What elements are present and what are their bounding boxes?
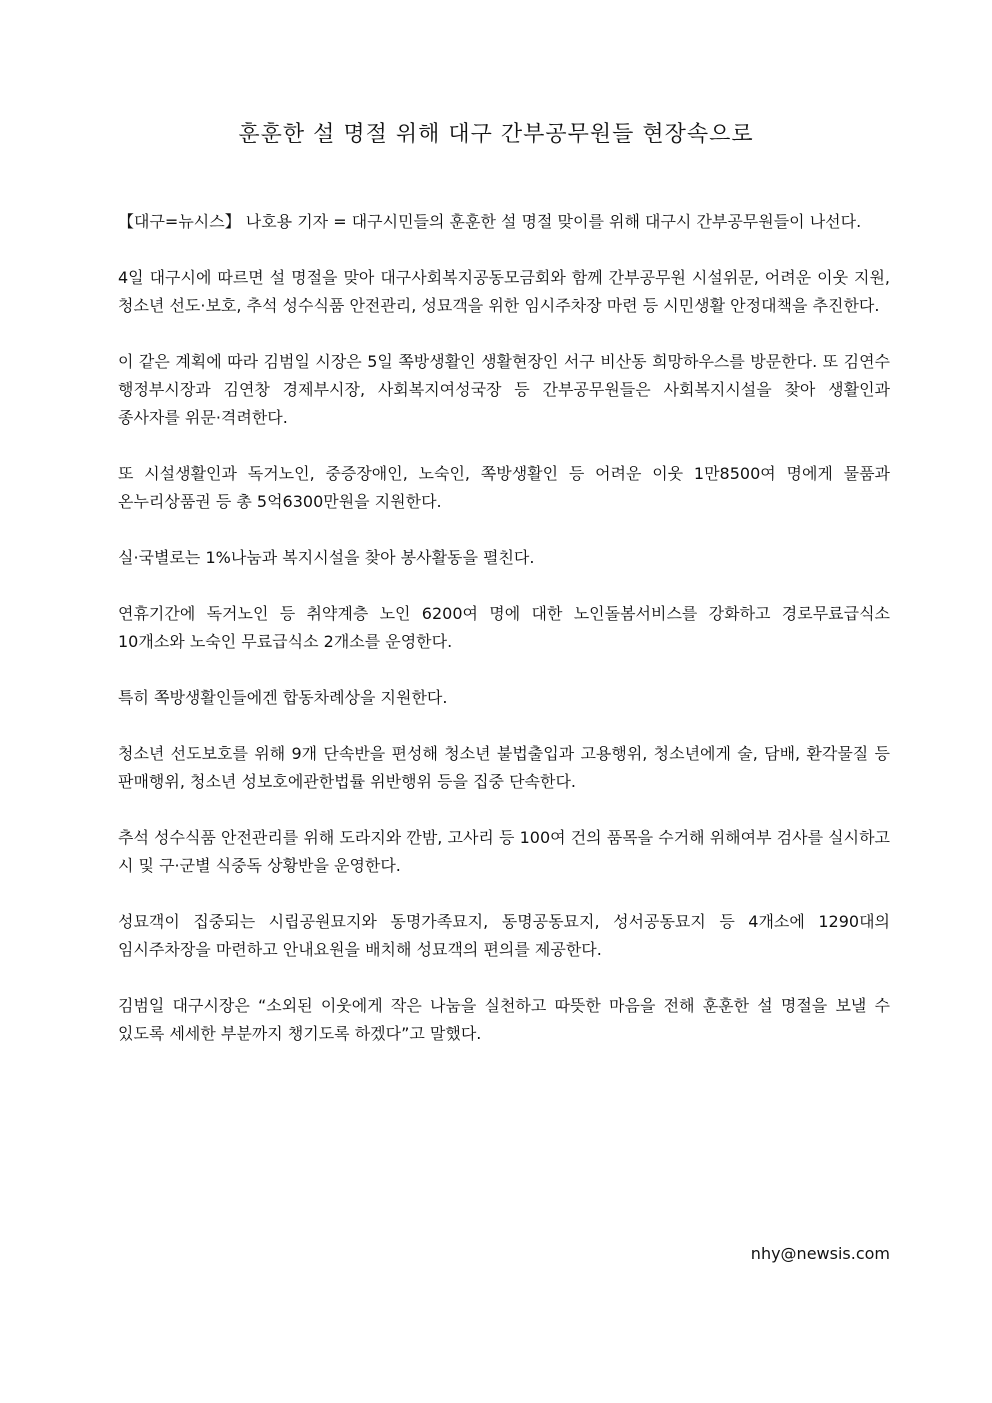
paragraph-9: 추석 성수식품 안전관리를 위해 도라지와 깐밤, 고사리 등 100여 건의 품목을 수거해 위해여부 검사를 실시하고 시 및 구·군별 식중독 상황반을 운영한다. (118, 828, 890, 875)
paragraph-5: 실·국별로는 1%나눔과 복지시설을 찾아 봉사활동을 펼친다. (118, 548, 535, 567)
paragraph-quote: 김범일 대구시장은 “소외된 이웃에게 작은 나눔을 실천하고 따뜻한 마음을 전해 훈훈한 설 명절을 보낼 수 있도록 세세한 부분까지 챙기도록 하겠다”고 말했다. (118, 996, 890, 1043)
paragraph-7: 특히 쪽방생활인들에겐 합동차례상을 지원한다. (118, 688, 448, 707)
paragraph-6: 연휴기간에 독거노인 등 취약계층 노인 6200여 명에 대한 노인돌봄서비스를 강화하고 경로무료급식소 10개소와 노숙인 무료급식소 2개소를 운영한다. (118, 604, 890, 651)
article-title: 훈훈한 설 명절 위해 대구 간부공무원들 현장속으로 (238, 122, 754, 147)
paragraph-2: 4일 대구시에 따르면 설 명절을 맞아 대구사회복지공동모금회와 함께 간부공무원 시설위문, 어려운 이웃 지원, 청소년 선도·보호, 추석 성수식품 안전관리, 성묘객을 위한 임시주차장 마련 등 시민생활 안정대책을 추진한다. (118, 268, 890, 315)
paragraph-4: 또 시설생활인과 독거노인, 중증장애인, 노숙인, 쪽방생활인 등 어려운 이웃 1만8500여 명에게 물품과 온누리상품권 등 총 5억6300만원을 지원한다. (118, 464, 890, 511)
paragraph-lead: 【대구=뉴시스】 나호용 기자 = 대구시민들의 훈훈한 설 명절 맞이를 위해 대구시 간부공무원들이 나선다. (118, 212, 862, 231)
paragraph-8: 청소년 선도보호를 위해 9개 단속반을 편성해 청소년 불법출입과 고용행위, 청소년에게 술, 담배, 환각물질 등 판매행위, 청소년 성보호에관한법률 위반행위 등을 집중 단속한다. (118, 744, 890, 791)
paragraph-10: 성묘객이 집중되는 시립공원묘지와 동명가족묘지, 동명공동묘지, 성서공동묘지 등 4개소에 1290대의 임시주차장을 마련하고 안내요원을 배치해 성묘객의 편의를 제공한다. (118, 912, 890, 959)
article-body (118, 208, 890, 1076)
author-email: nhy@newsis.com (750, 1244, 890, 1263)
paragraph-3: 이 같은 계획에 따라 김범일 시장은 5일 쪽방생활인 생활현장인 서구 비산동 희망하우스를 방문한다. 또 김연수 행정부시장과 김연창 경제부시장, 사회복지여성국장 등 간부공무원들은 사회복지시설을 찾아 생활인과 종사자를 위문·격려한다. (118, 352, 890, 427)
